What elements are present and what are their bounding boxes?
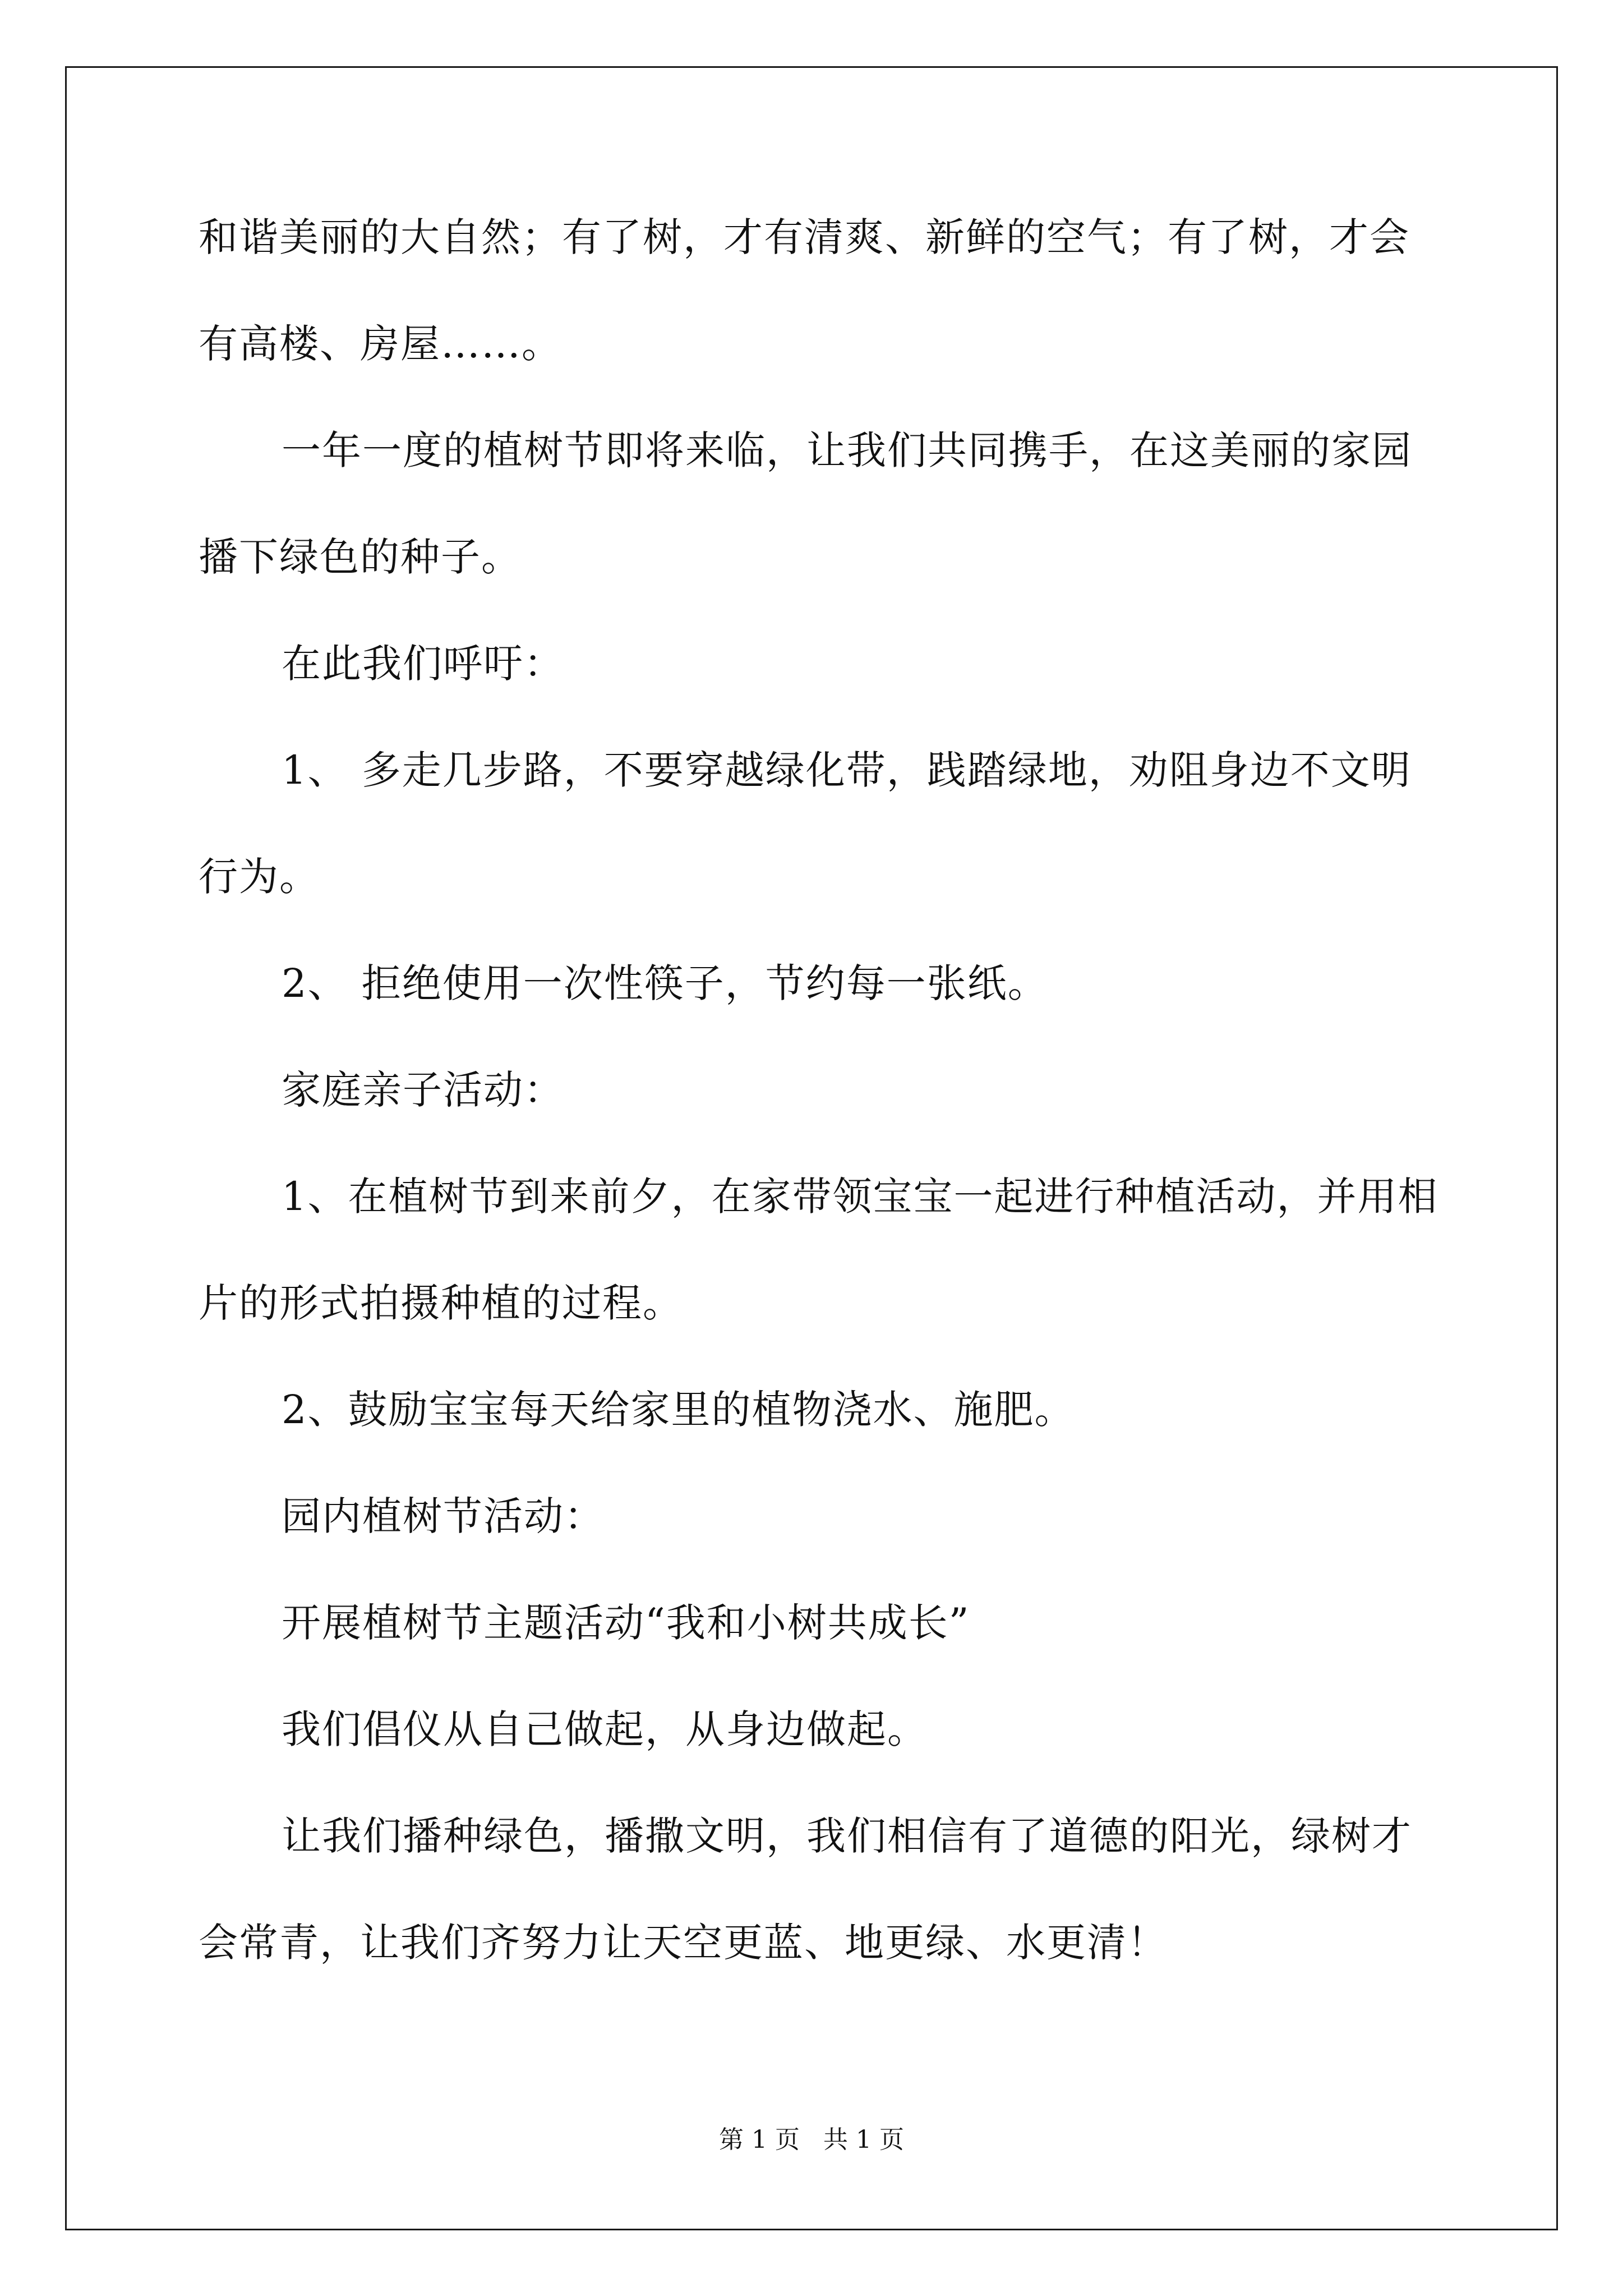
page-footer: 第 1 页 共 1 页	[719, 2125, 904, 2154]
text-line: 播下绿色的种子。	[199, 534, 522, 580]
text-line: 园内植树节活动：	[282, 1493, 605, 1539]
text-line: 1、在植树节到来前夕，在家带领宝宝一起进行种植活动，并用相	[282, 1174, 1438, 1220]
text-line: 一年一度的植树节即将来临，让我们共同携手，在这美丽的家园	[282, 427, 1412, 473]
text-line: 我们倡仪从自己做起，从身边做起。	[282, 1706, 928, 1752]
text-line: 1、 多走几步路，不要穿越绿化带，践踏绿地，劝阻身边不文明	[282, 747, 1412, 793]
text-line: 家庭亲子活动：	[282, 1067, 564, 1113]
text-line: 片的形式拍摄种植的过程。	[199, 1280, 683, 1326]
text-line: 2、鼓励宝宝每天给家里的植物浇水、施肥。	[282, 1387, 1075, 1433]
text-line: 有高楼、房屋……。	[199, 321, 562, 367]
text-line: 在此我们呼吁：	[282, 641, 564, 687]
text-line: 行为。	[199, 854, 320, 900]
text-line: 和谐美丽的大自然；有了树，才有清爽、新鲜的空气；有了树，才会	[199, 214, 1410, 260]
text-line: 会常青，让我们齐努力让天空更蓝、地更绿、水更清！	[199, 1920, 1168, 1966]
text-line: 开展植树节主题活动“我和小树共成长”	[282, 1600, 970, 1646]
text-line: 让我们播种绿色，播撒文明，我们相信有了道德的阳光，绿树才	[282, 1813, 1412, 1859]
text-line: 2、 拒绝使用一次性筷子，节约每一张纸。	[282, 960, 1048, 1006]
document-body	[199, 214, 1438, 2030]
